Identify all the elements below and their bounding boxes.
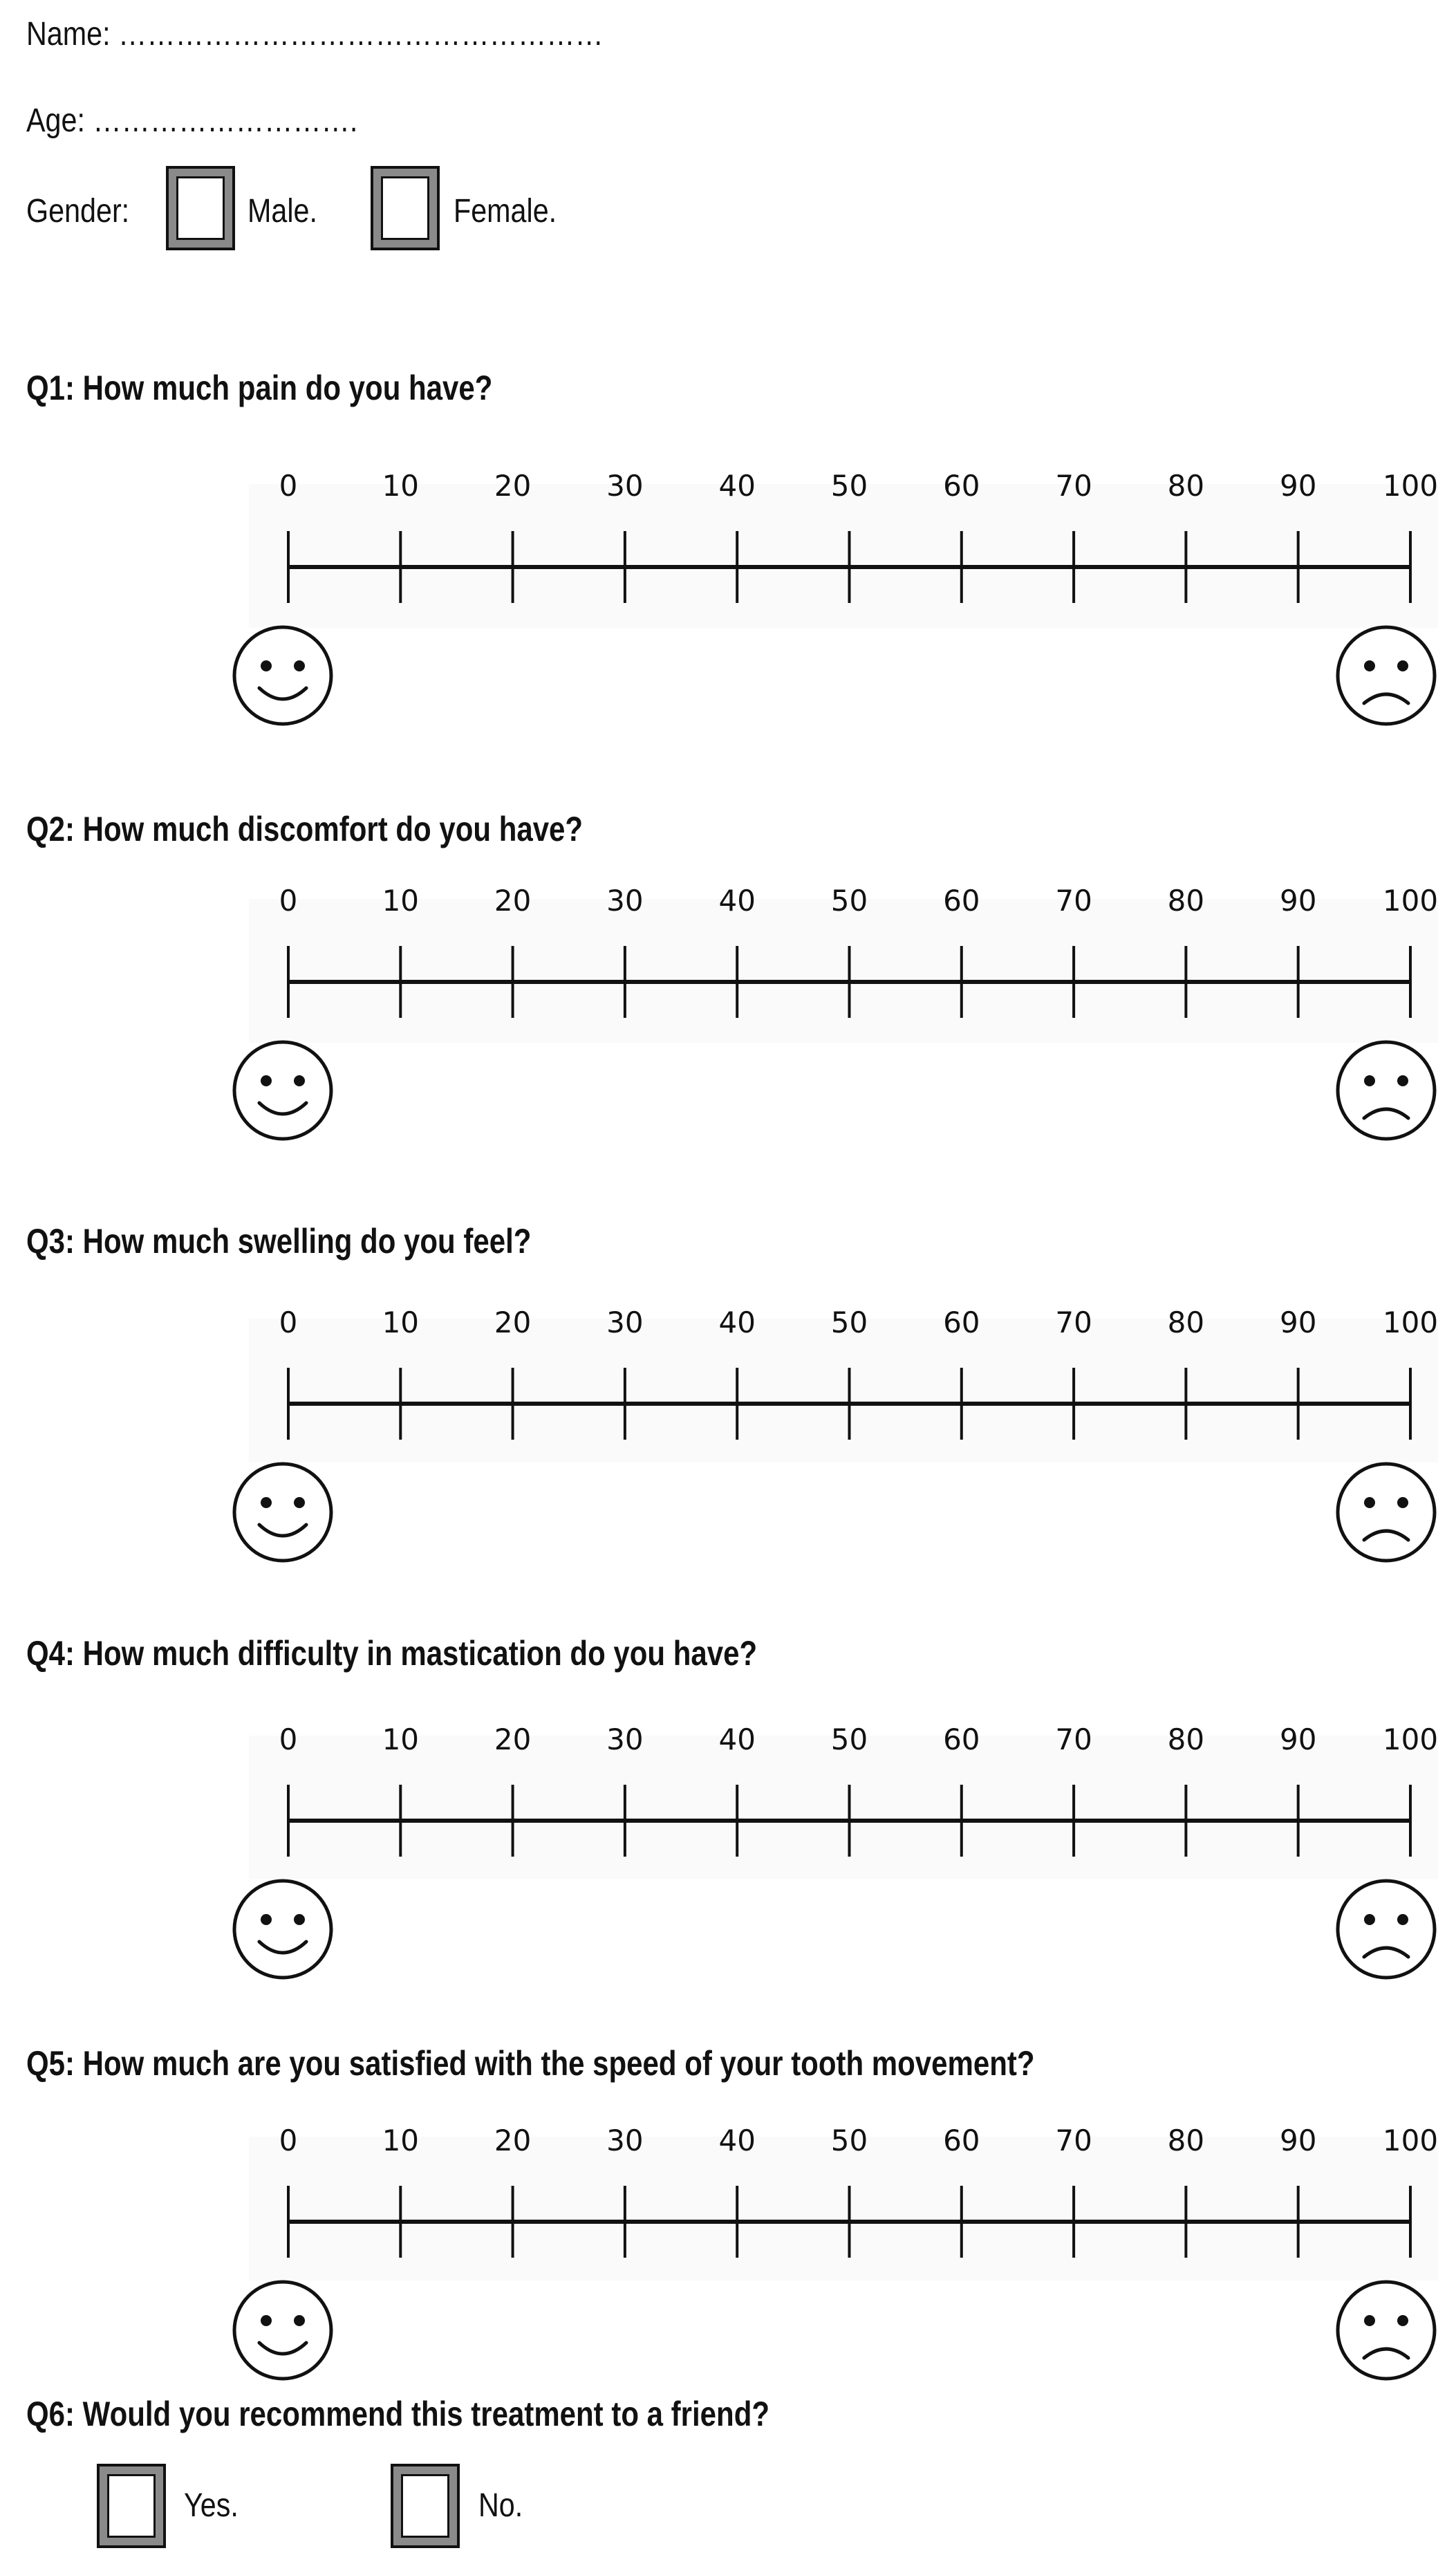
tick-label: 90 bbox=[1279, 884, 1317, 918]
tick-label: 90 bbox=[1279, 2124, 1317, 2157]
yes-label: Yes. bbox=[184, 2487, 239, 2524]
tick-label: 20 bbox=[494, 1722, 532, 1756]
female-label: Female. bbox=[454, 193, 557, 230]
tick-label: 30 bbox=[606, 1722, 644, 1756]
tick-label: 10 bbox=[382, 1722, 420, 1756]
tick-label: 40 bbox=[718, 1306, 756, 1339]
q5-title: Q5: How much are you satisfied with the speed of your tooth movement? bbox=[26, 2044, 1035, 2083]
tick-label: 30 bbox=[606, 1306, 644, 1339]
gender-label: Gender: bbox=[26, 193, 130, 230]
frowning-face-icon bbox=[1338, 1464, 1435, 1561]
vas-scale-q5 bbox=[234, 2124, 1438, 2379]
q6-title: Q6: Would you recommend this treatment to a friend? bbox=[26, 2395, 770, 2433]
q3-title: Q3: How much swelling do you feel? bbox=[26, 1222, 532, 1261]
tick-label: 90 bbox=[1279, 1306, 1317, 1339]
tick-label: 50 bbox=[830, 469, 868, 503]
tick-label: 20 bbox=[494, 2124, 532, 2157]
age-input[interactable]: ………………………. bbox=[93, 102, 358, 139]
tick-label: 70 bbox=[1055, 1722, 1092, 1756]
tick-label: 0 bbox=[279, 1306, 298, 1339]
tick-label: 90 bbox=[1279, 469, 1317, 503]
tick-label: 80 bbox=[1167, 2124, 1205, 2157]
smiling-face-icon bbox=[234, 2282, 331, 2379]
tick-label: 60 bbox=[943, 884, 980, 918]
tick-label: 10 bbox=[382, 2124, 420, 2157]
tick-label: 10 bbox=[382, 469, 420, 503]
vas-scale-q3 bbox=[234, 1306, 1438, 1561]
tick-label: 70 bbox=[1055, 2124, 1092, 2157]
tick-label: 20 bbox=[494, 1306, 532, 1339]
tick-label: 100 bbox=[1382, 884, 1439, 918]
tick-label: 40 bbox=[718, 1722, 756, 1756]
tick-label: 30 bbox=[606, 2124, 644, 2157]
tick-label: 70 bbox=[1055, 469, 1092, 503]
tick-label: 70 bbox=[1055, 1306, 1092, 1339]
tick-label: 50 bbox=[830, 1306, 868, 1339]
smiling-face-icon bbox=[234, 1464, 331, 1561]
tick-label: 80 bbox=[1167, 884, 1205, 918]
frowning-face-icon bbox=[1338, 2282, 1435, 2379]
tick-label: 80 bbox=[1167, 469, 1205, 503]
tick-label: 0 bbox=[279, 2124, 298, 2157]
tick-label: 40 bbox=[718, 2124, 756, 2157]
tick-label: 60 bbox=[943, 2124, 980, 2157]
tick-label: 10 bbox=[382, 1306, 420, 1339]
tick-label: 40 bbox=[718, 469, 756, 503]
tick-label: 50 bbox=[830, 884, 868, 918]
tick-label: 30 bbox=[606, 884, 644, 918]
q1-title: Q1: How much pain do you have? bbox=[26, 369, 493, 407]
tick-label: 20 bbox=[494, 884, 532, 918]
smiling-face-icon bbox=[234, 1881, 331, 1978]
tick-label: 60 bbox=[943, 469, 980, 503]
tick-label: 10 bbox=[382, 884, 420, 918]
no-checkbox[interactable] bbox=[391, 2464, 460, 2548]
tick-label: 70 bbox=[1055, 884, 1092, 918]
frowning-face-icon bbox=[1338, 1042, 1435, 1139]
name-label-text: Name: bbox=[26, 16, 111, 53]
tick-label: 60 bbox=[943, 1722, 980, 1756]
q2-title: Q2: How much discomfort do you have? bbox=[26, 810, 584, 848]
tick-label: 0 bbox=[279, 469, 298, 503]
tick-label: 0 bbox=[279, 884, 298, 918]
smiling-face-icon bbox=[234, 627, 331, 724]
frowning-face-icon bbox=[1338, 627, 1435, 724]
tick-label: 30 bbox=[606, 469, 644, 503]
tick-label: 0 bbox=[279, 1722, 298, 1756]
no-label: No. bbox=[478, 2487, 523, 2524]
tick-label: 100 bbox=[1382, 1722, 1439, 1756]
vas-scale-q2 bbox=[234, 884, 1438, 1139]
tick-label: 80 bbox=[1167, 1722, 1205, 1756]
tick-label: 50 bbox=[830, 1722, 868, 1756]
male-label: Male. bbox=[248, 193, 317, 230]
age-label-text: Age: bbox=[26, 102, 85, 139]
yes-checkbox[interactable] bbox=[97, 2464, 166, 2548]
tick-label: 50 bbox=[830, 2124, 868, 2157]
name-input[interactable]: …………………………………………… bbox=[118, 16, 604, 53]
tick-label: 60 bbox=[943, 1306, 980, 1339]
tick-label: 90 bbox=[1279, 1722, 1317, 1756]
tick-label: 20 bbox=[494, 469, 532, 503]
q4-title: Q4: How much difficulty in mastication do you have? bbox=[26, 1634, 758, 1673]
tick-label: 100 bbox=[1382, 2124, 1439, 2157]
tick-label: 80 bbox=[1167, 1306, 1205, 1339]
smiling-face-icon bbox=[234, 1042, 331, 1139]
tick-label: 40 bbox=[718, 884, 756, 918]
frowning-face-icon bbox=[1338, 1881, 1435, 1978]
vas-scale-q4 bbox=[234, 1722, 1438, 1978]
tick-label: 100 bbox=[1382, 1306, 1439, 1339]
tick-label: 100 bbox=[1382, 469, 1439, 503]
vas-scale-q1 bbox=[234, 469, 1438, 724]
